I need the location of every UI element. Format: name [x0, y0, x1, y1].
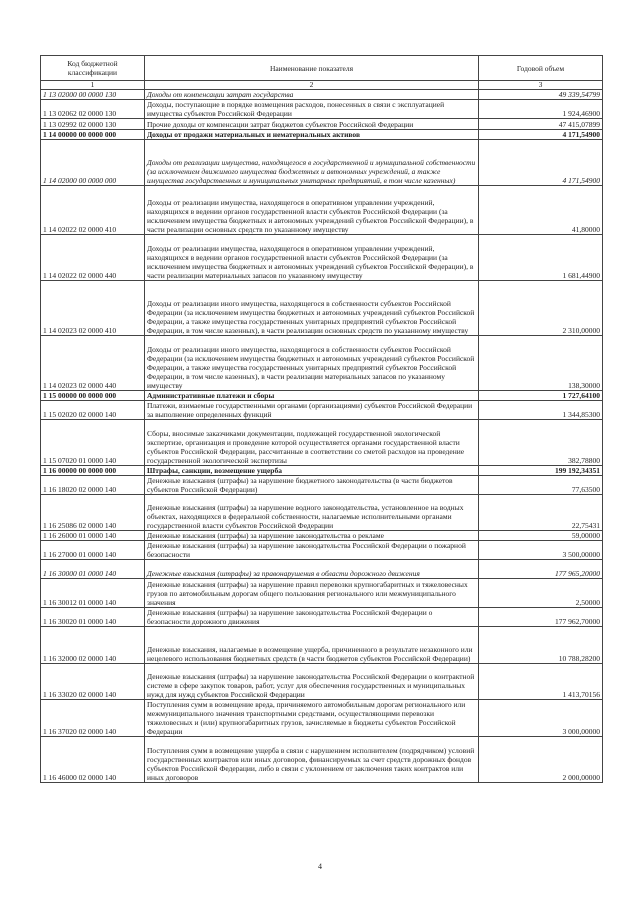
row-name-cell: Доходы от компенсации затрат государства [145, 90, 479, 100]
column-number-1: 1 [41, 81, 145, 90]
row-code-cell: 1 16 33020 02 0000 140 [41, 664, 145, 700]
row-code-cell: 1 14 02023 02 0000 440 [41, 336, 145, 391]
table-row [41, 476, 603, 495]
row-code-cell: 1 14 02022 02 0000 440 [41, 235, 145, 281]
table-body [41, 90, 603, 783]
row-value-cell: 382,78800 [479, 420, 603, 466]
row-code-cell: 1 16 27000 01 0000 140 [41, 541, 145, 560]
row-value-cell: 3 500,00000 [479, 541, 603, 560]
row-code-cell: 1 16 25086 02 0000 140 [41, 495, 145, 531]
table-row [41, 627, 603, 664]
row-value-cell: 49 339,54799 [479, 90, 603, 100]
row-name-cell: Платежи, взимаемые государственными органами (организациями) субъектов Российской Федерации за выполнение определенных функций [145, 401, 479, 420]
row-value-cell: 41,80000 [479, 186, 603, 235]
row-name-cell: Денежные взыскания (штрафы) за нарушение бюджетного законодательства (в части бюджетов субъектов Российской Федерации) [145, 476, 479, 495]
table-row [41, 700, 603, 737]
row-value-cell: 47 415,07899 [479, 119, 603, 130]
row-name-cell: Денежные взыскания (штрафы) за нарушение законодательства Российской Федерации о контрактной системе в сфере закупок товаров, работ, услуг для обеспечения государственных и муниципальных нужд для нужд субъектов Российской Федерации [145, 664, 479, 700]
row-value-cell: 10 788,28200 [479, 627, 603, 664]
page-number: 4 [318, 862, 322, 871]
row-code-cell: 1 14 02023 02 0000 410 [41, 281, 145, 336]
row-name-cell: Административные платежи и сборы [145, 391, 479, 401]
row-value-cell: 77,63500 [479, 476, 603, 495]
row-name-cell: Штрафы, санкции, возмещение ущерба [145, 466, 479, 476]
row-name-cell: Денежные взыскания (штрафы) за нарушение водного законодательства, установленное на водных объектах, находящихся в федеральной собственности, налагаемые исполнительными органами государственной власти субъектов Российской Федерации [145, 495, 479, 531]
table-row [41, 235, 603, 281]
row-value-cell: 1 924,46900 [479, 100, 603, 119]
row-name-cell: Доходы от реализации иного имущества, находящегося в собственности субъектов Российской Федерации (за исключением имущества бюджетных и автономных учреждений субъектов Российской Федерации, а также имущества государственных унитарных предприятий субъектов Российской Федерации, в том числе казенных), в части реализации основных средств по указанному имуществу [145, 281, 479, 336]
table-row [41, 495, 603, 531]
header-code: Код бюджетной классификации [41, 56, 145, 81]
column-number-3: 3 [479, 81, 603, 90]
row-code-cell: 1 16 18020 02 0000 140 [41, 476, 145, 495]
row-name-cell: Доходы, поступающие в порядке возмещения расходов, понесенных в связи с эксплуатацией имущества субъектов Российской Федерации [145, 100, 479, 119]
row-value-cell: 199 192,34351 [479, 466, 603, 476]
row-code-cell: 1 15 07020 01 0000 140 [41, 420, 145, 466]
row-name-cell: Денежные взыскания, налагаемые в возмещение ущерба, причиненного в результате незаконного или нецелевого использования бюджетных средств (в части бюджетов субъектов Российской Федерации) [145, 627, 479, 664]
row-value-cell: 59,00000 [479, 531, 603, 541]
table-row [41, 560, 603, 579]
row-code-cell: 1 14 00000 00 0000 000 [41, 130, 145, 140]
table-row [41, 579, 603, 608]
table-row [41, 119, 603, 130]
row-code-cell: 1 16 30020 01 0000 140 [41, 608, 145, 627]
row-code-cell: 1 14 02000 00 0000 000 [41, 140, 145, 186]
table-row [41, 664, 603, 700]
row-name-cell: Денежные взыскания (штрафы) за нарушение законодательства Российской Федерации о пожарной безопасности [145, 541, 479, 560]
row-value-cell: 1 413,70156 [479, 664, 603, 700]
row-name-cell: Доходы от продажи материальных и нематериальных активов [145, 130, 479, 140]
column-number-2: 2 [145, 81, 479, 90]
row-name-cell: Денежные взыскания (штрафы) за нарушение правил перевозки крупногабаритных и тяжеловесных грузов по автомобильным дорогам общего пользования регионального или межмуниципального значения [145, 579, 479, 608]
row-value-cell: 4 171,54900 [479, 130, 603, 140]
table-row [41, 336, 603, 391]
table-row [41, 90, 603, 100]
row-value-cell: 2 000,00000 [479, 737, 603, 783]
row-value-cell: 3 000,00000 [479, 700, 603, 737]
row-code-cell: 1 16 46000 02 0000 140 [41, 737, 145, 783]
row-name-cell: Прочие доходы от компенсации затрат бюджетов субъектов Российской Федерации [145, 119, 479, 130]
table-row [41, 531, 603, 541]
table-row [41, 541, 603, 560]
table-row [41, 420, 603, 466]
row-code-cell: 1 13 02000 00 0000 130 [41, 90, 145, 100]
row-name-cell: Поступления сумм в возмещение вреда, причиняемого автомобильным дорогам регионального или межмуниципального значения транспортными средствами, осуществляющими перевозки тяжеловесных и (или) крупногабаритных грузов, зачисляемые в бюджеты субъектов Российской Федерации [145, 700, 479, 737]
row-code-cell: 1 16 37020 02 0000 140 [41, 700, 145, 737]
table-row [41, 737, 603, 783]
table-header-row [41, 56, 603, 81]
row-value-cell: 1 681,44900 [479, 235, 603, 281]
row-code-cell: 1 16 32000 02 0000 140 [41, 627, 145, 664]
column-number-row [41, 81, 603, 90]
table-row [41, 281, 603, 336]
row-code-cell: 1 13 02992 02 0000 130 [41, 119, 145, 130]
budget-sheet [40, 55, 602, 783]
row-value-cell: 22,75431 [479, 495, 603, 531]
table-row [41, 401, 603, 420]
header-name: Наименование показателя [145, 56, 479, 81]
table-row [41, 466, 603, 476]
table-row [41, 140, 603, 186]
row-value-cell: 138,30000 [479, 336, 603, 391]
row-code-cell: 1 15 02020 02 0000 140 [41, 401, 145, 420]
row-value-cell: 4 171,54900 [479, 140, 603, 186]
row-value-cell: 177 965,20000 [479, 560, 603, 579]
header-value: Годовой объем [479, 56, 603, 81]
row-name-cell: Поступления сумм в возмещение ущерба в связи с нарушением исполнителем (подрядчиком) условий государственных контрактов или иных договоров, финансируемых за счет средств дорожных фондов субъектов Российской Федерации, либо в связи с уклонением от заключения таких контрактов или иных договоров [145, 737, 479, 783]
table-row [41, 391, 603, 401]
row-name-cell: Доходы от реализации имущества, находящегося в государственной и муниципальной собственности (за исключением движимого имущества бюджетных и автономных учреждений, а также имущества государственных и муниципальных унитарных предприятий, в том числе казенных) [145, 140, 479, 186]
row-value-cell: 1 344,85300 [479, 401, 603, 420]
table-row [41, 100, 603, 119]
row-name-cell: Доходы от реализации иного имущества, находящегося в собственности субъектов Российской Федерации (за исключением имущества бюджетных и автономных учреждений субъектов Российской Федерации, а также имущества государственных унитарных предприятий субъектов Российской Федерации, в том числе казенных), в части реализации материальных запасов по указанному имуществу [145, 336, 479, 391]
row-name-cell: Сборы, вносимые заказчиками документации, подлежащей государственной экологической экспертизе, организация и проведение которой осуществляется органами государственной власти субъектов Российской Федерации, рассчитанные в соответствии со сметой расходов на проведение государственной экологической экспертизы [145, 420, 479, 466]
row-value-cell: 177 962,70000 [479, 608, 603, 627]
row-code-cell: 1 13 02062 02 0000 130 [41, 100, 145, 119]
row-code-cell: 1 16 00000 00 0000 000 [41, 466, 145, 476]
row-name-cell: Денежные взыскания (штрафы) за нарушение законодательства Российской Федерации о безопасности дорожного движения [145, 608, 479, 627]
row-code-cell: 1 16 30000 01 0000 140 [41, 560, 145, 579]
row-value-cell: 2,50000 [479, 579, 603, 608]
row-code-cell: 1 14 02022 02 0000 410 [41, 186, 145, 235]
row-name-cell: Денежные взыскания (штрафы) за нарушение законодательства о рекламе [145, 531, 479, 541]
table-row [41, 186, 603, 235]
budget-revenue-table [40, 55, 603, 783]
row-name-cell: Доходы от реализации имущества, находящегося в оперативном управлении учреждений, находящихся в ведении органов государственной власти субъектов Российской Федерации (за исключением имущества бюджетных и автономных учреждений субъектов Российской Федерации), в части реализации основных средств по указанному имуществу [145, 186, 479, 235]
table-row [41, 130, 603, 140]
table-row [41, 608, 603, 627]
row-code-cell: 1 16 26000 01 0000 140 [41, 531, 145, 541]
row-code-cell: 1 15 00000 00 0000 000 [41, 391, 145, 401]
row-code-cell: 1 16 30012 01 0000 140 [41, 579, 145, 608]
row-value-cell: 1 727,64100 [479, 391, 603, 401]
row-name-cell: Денежные взыскания (штрафы) за правонарушения в области дорожного движения [145, 560, 479, 579]
row-value-cell: 2 310,00000 [479, 281, 603, 336]
row-name-cell: Доходы от реализации имущества, находящегося в оперативном управлении учреждений, находящихся в ведении органов государственной власти субъектов Российской Федерации (за исключением имущества бюджетных и автономных учреждений субъектов Российской Федерации), в части реализации материальных запасов по указанному имуществу [145, 235, 479, 281]
